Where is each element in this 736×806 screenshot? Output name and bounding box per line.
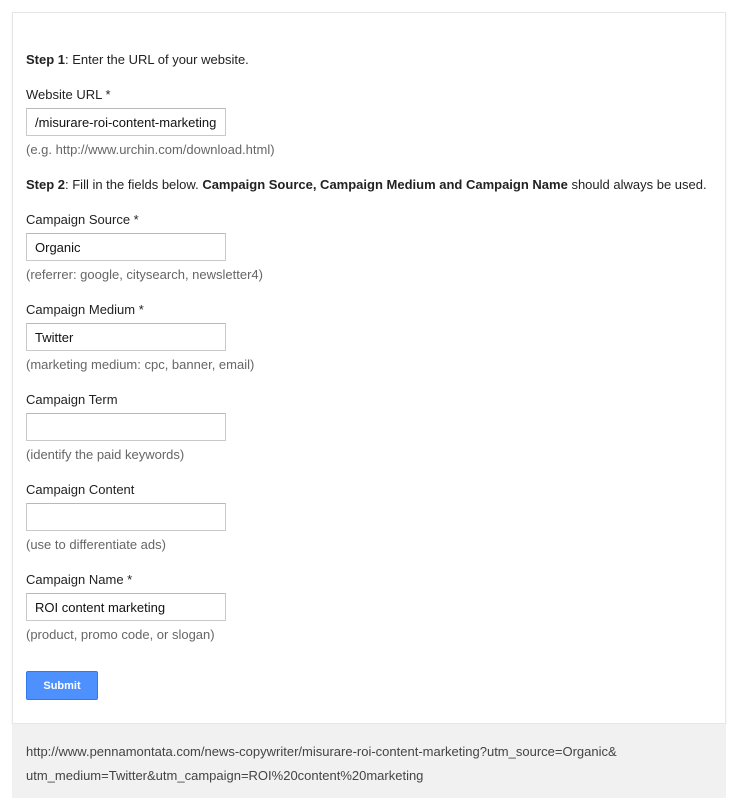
website-url-label: Website URL * <box>26 87 111 102</box>
step-2-emphasis: Campaign Source, Campaign Medium and Campaign Name <box>202 177 568 192</box>
step-2-text: : Fill in the fields below. <box>65 177 203 192</box>
campaign-source-input[interactable] <box>26 233 226 261</box>
campaign-content-hint: (use to differentiate ads) <box>26 537 166 552</box>
step-2-label: Step 2 <box>26 177 66 192</box>
submit-button[interactable]: Submit <box>26 671 98 700</box>
step-1-text: : Enter the URL of your website. <box>65 52 249 67</box>
campaign-term-input[interactable] <box>26 413 226 441</box>
campaign-content-label: Campaign Content <box>26 482 135 497</box>
campaign-source-label: Campaign Source * <box>26 212 139 227</box>
step-2-instruction <box>26 177 707 193</box>
website-url-hint: (e.g. http://www.urchin.com/download.html) <box>26 142 275 157</box>
step-1-instruction <box>26 52 249 68</box>
url-builder-form <box>12 12 726 724</box>
generated-url-panel <box>12 724 726 798</box>
campaign-medium-label: Campaign Medium * <box>26 302 144 317</box>
generated-url-line-1[interactable]: http://www.pennamontata.com/news-copywriter/misurare-roi-content-marketing?utm_source=Organic& <box>26 744 617 759</box>
campaign-term-hint: (identify the paid keywords) <box>26 447 185 462</box>
generated-url-line-2[interactable]: utm_medium=Twitter&utm_campaign=ROI%20content%20marketing <box>26 768 424 783</box>
campaign-medium-input[interactable] <box>26 323 226 351</box>
step-1-label: Step 1 <box>26 52 66 67</box>
campaign-name-hint: (product, promo code, or slogan) <box>26 627 215 642</box>
campaign-content-input[interactable] <box>26 503 226 531</box>
campaign-source-hint: (referrer: google, citysearch, newsletter4) <box>26 267 263 282</box>
form-body <box>26 13 725 723</box>
campaign-term-label: Campaign Term <box>26 392 118 407</box>
step-2-suffix: should always be used. <box>567 177 707 192</box>
campaign-medium-hint: (marketing medium: cpc, banner, email) <box>26 357 255 372</box>
campaign-name-input[interactable] <box>26 593 226 621</box>
campaign-name-label: Campaign Name * <box>26 572 133 587</box>
website-url-input[interactable] <box>26 108 226 136</box>
